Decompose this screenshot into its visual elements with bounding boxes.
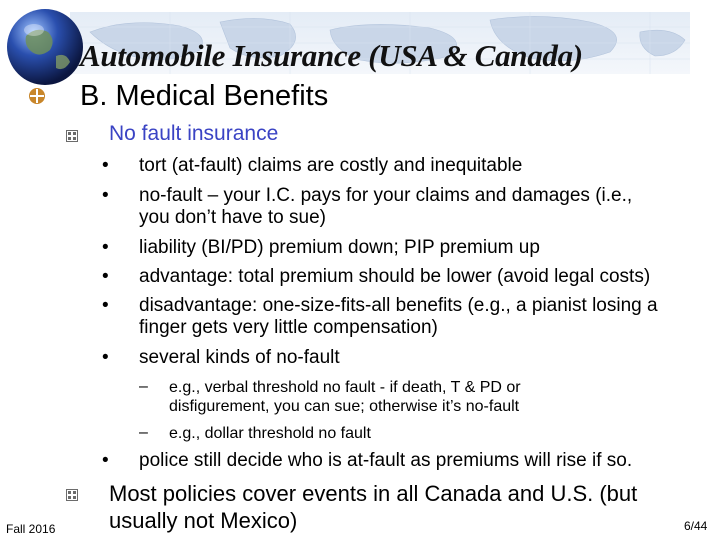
orange-bullet-icon (28, 87, 46, 105)
bullet-item: several kinds of no-fault (139, 347, 340, 368)
sub-bullet-item: e.g., dollar threshold no fault (169, 425, 371, 442)
bullet-item-continued: you don’t have to sue) (139, 207, 326, 228)
slide-subtitle: B. Medical Benefits (80, 80, 329, 112)
bullet-dot: • (102, 295, 109, 316)
slide-title: Automobile Insurance (USA & Canada) (80, 38, 583, 73)
bullet-dot: • (102, 266, 109, 287)
sub-bullet-dash: – (139, 378, 148, 395)
bullet-dot: • (102, 347, 109, 368)
footer-date: Fall 2016 (6, 522, 56, 536)
sub-bullet-item: e.g., verbal threshold no fault - if death, T & PD or (169, 379, 521, 396)
bullet-dot: • (102, 450, 109, 471)
bullet-item: liability (BI/PD) premium down; PIP premium up (139, 237, 540, 258)
bullet-item: tort (at-fault) claims are costly and inequitable (139, 155, 523, 176)
bottom-point-line: Most policies cover events in all Canada and U.S. (but (109, 481, 638, 506)
bottom-point (109, 480, 637, 534)
sub-bullet-dash: – (139, 424, 148, 441)
page-number: 6/44 (684, 519, 708, 533)
bottom-point-line: usually not Mexico) (109, 508, 298, 533)
bullet-dot: • (102, 237, 109, 258)
bullet-item: advantage: total premium should be lower (avoid legal costs) (139, 266, 651, 287)
bullet-dot: • (102, 185, 109, 206)
bullet-item: no-fault – your I.C. pays for your claims and damages (i.e., (139, 185, 633, 206)
globe-icon (4, 6, 86, 88)
bullet-item: disadvantage: one-size-fits-all benefits (e.g., a pianist losing a (139, 295, 658, 316)
square-bullet-icon (66, 489, 78, 501)
bullet-item: police still decide who is at-fault as premiums will rise if so. (139, 450, 633, 471)
sub-bullet-item-continued: disfigurement, you can sue; otherwise it’s no-fault (169, 398, 520, 415)
section-heading: No fault insurance (109, 122, 279, 145)
bullet-item-continued: finger gets very little compensation) (139, 317, 438, 338)
bullet-dot: • (102, 155, 109, 176)
square-bullet-icon (66, 130, 78, 142)
